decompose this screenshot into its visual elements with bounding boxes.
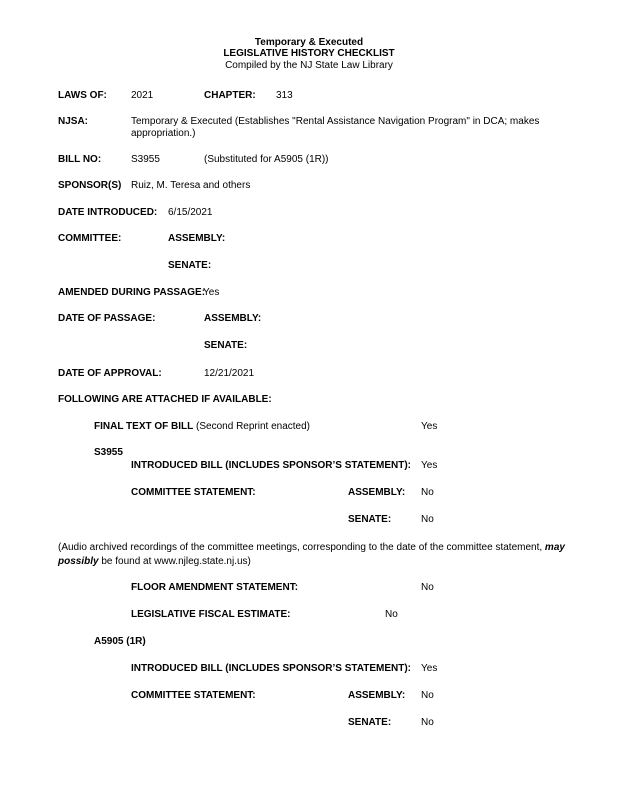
bill-no-substitution: (Substituted for A5905 (1R)) <box>204 154 329 165</box>
s3955-assembly-value: No <box>421 487 434 498</box>
chapter-label: CHAPTER: <box>204 90 256 101</box>
header-title: Temporary & Executed <box>254 37 364 48</box>
a5905-assembly-label: ASSEMBLY: <box>348 690 406 701</box>
date-of-approval-label: DATE OF APPROVAL: <box>58 368 162 379</box>
audio-note-text: (Audio archived recordings of the committee meetings, corresponding to the date of the committee statement, <box>58 542 545 553</box>
date-of-passage-label: DATE OF PASSAGE: <box>58 313 156 324</box>
audio-note <box>58 541 588 569</box>
a5905-committee-label: COMMITTEE STATEMENT: <box>131 690 256 701</box>
laws-of-label: LAWS OF: <box>58 90 107 101</box>
audio-note-may: may <box>544 542 565 553</box>
a5905-assembly-value: No <box>421 690 434 701</box>
a5905-heading: A5905 (1R) <box>94 636 146 647</box>
njsa-value: Temporary & Executed (Establishes "Rental Assistance Navigation Program" in DCA; makes appropriation.) <box>131 116 540 139</box>
date-introduced-value: 6/15/2021 <box>168 207 213 218</box>
attached-heading: FOLLOWING ARE ATTACHED IF AVAILABLE: <box>58 394 272 405</box>
s3955-senate-value: No <box>421 514 434 525</box>
fiscal-estimate-value: No <box>385 609 398 620</box>
s3955-assembly-label: ASSEMBLY: <box>348 487 406 498</box>
final-text-note: (Second Reprint enacted) <box>193 421 310 432</box>
chapter-value: 313 <box>276 90 293 101</box>
laws-of-value: 2021 <box>131 90 154 101</box>
a5905-introduced-label: INTRODUCED BILL (INCLUDES SPONSOR’S STATEMENT): <box>131 663 411 674</box>
a5905-senate-value: No <box>421 717 434 728</box>
checklist-title: LEGISLATIVE HISTORY CHECKLIST <box>223 48 395 59</box>
floor-amendment-label: FLOOR AMENDMENT STATEMENT: <box>131 582 299 593</box>
sponsors-value: Ruiz, M. Teresa and others <box>131 180 251 191</box>
committee-assembly-label: ASSEMBLY: <box>168 233 226 244</box>
a5905-senate-label: SENATE: <box>348 717 392 728</box>
compiled-by: Compiled by the NJ State Law Library <box>225 60 393 71</box>
date-of-approval-value: 12/21/2021 <box>204 368 255 379</box>
floor-amendment-value: No <box>421 582 434 593</box>
audio-note-url-text: be found at www.njleg.state.nj.us) <box>98 556 251 567</box>
committee-label: COMMITTEE: <box>58 233 122 244</box>
fiscal-estimate-label: LEGISLATIVE FISCAL ESTIMATE: <box>131 609 291 620</box>
final-text-row <box>94 421 310 433</box>
amended-label: AMENDED DURING PASSAGE: <box>58 287 206 298</box>
final-text-label: FINAL TEXT OF BILL <box>94 421 194 432</box>
committee-senate-label: SENATE: <box>168 260 212 271</box>
passage-assembly-label: ASSEMBLY: <box>204 313 262 324</box>
s3955-introduced-value: Yes <box>421 460 438 471</box>
date-introduced-label: DATE INTRODUCED: <box>58 207 158 218</box>
njsa-label: NJSA: <box>58 116 89 127</box>
s3955-introduced-label: INTRODUCED BILL (INCLUDES SPONSOR’S STATEMENT): <box>131 460 411 471</box>
final-text-value: Yes <box>421 421 438 432</box>
s3955-senate-label: SENATE: <box>348 514 392 525</box>
audio-note-possibly: possibly <box>58 556 99 567</box>
bill-no-value: S3955 <box>131 154 160 165</box>
s3955-heading: S3955 <box>94 447 123 458</box>
bill-no-label: BILL NO: <box>58 154 102 165</box>
a5905-introduced-value: Yes <box>421 663 438 674</box>
passage-senate-label: SENATE: <box>204 340 248 351</box>
s3955-committee-label: COMMITTEE STATEMENT: <box>131 487 256 498</box>
sponsors-label: SPONSOR(S) <box>58 180 122 191</box>
amended-value: Yes <box>203 287 220 298</box>
